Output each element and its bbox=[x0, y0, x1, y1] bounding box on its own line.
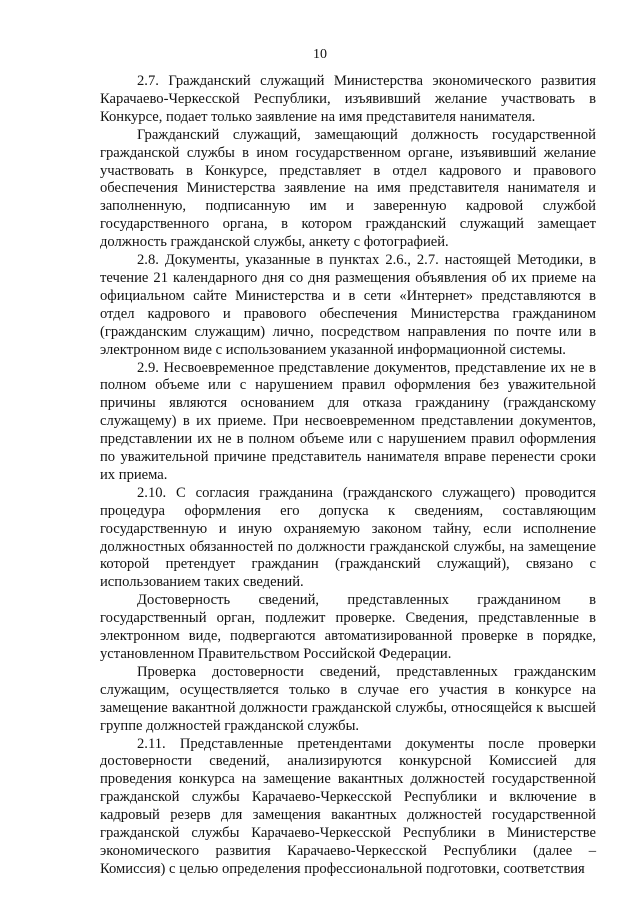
paragraph-2-11: 2.11. Представленные претендентами документы после проверки достоверности сведений, анализируются конкурсной Комиссией для проведения конкурса на замещение вакантных должностей государственной гражданской службы Карачаево-Черкесской Республики и включение в кадровый резерв для замещения вакантных должностей государственной гражданской службы Карачаево-Черкесской Республики в Министерстве экономического развития Карачаево-Черкесской Республики (далее – Комиссия) с целью определения профессиональной подготовки, соответствия bbox=[100, 735, 596, 877]
paragraph-2-7: 2.7. Гражданский служащий Министерства экономического развития Карачаево-Черкесской Республики, изъявивший желание участвовать в Конкурсе, подает только заявление на имя представителя нанимателя. bbox=[100, 73, 596, 125]
paragraph-2-9: 2.9. Несвоевременное представление документов, представление их не в полном объеме или с нарушением правил оформления без уважительной причины являются основанием для отказа гражданину (гражданскому служащему) в их приеме. При несвоевременном представлении документов, представлении их не в полном объеме или с нарушением правил оформления по уважительной причине представитель нанимателя вправе перенести сроки их приема. bbox=[100, 359, 596, 483]
paragraph-civil-servant-other-body: Гражданский служащий, замещающий должность государственной гражданской службы в ином государственном органе, изъявивший желание участвовать в Конкурсе, представляет в отдел кадрового и правового обеспечения Министерства заявление на имя представителя нанимателя и заполненную, подписанную им и заверенную кадровой службой государственного органа, в котором гражданский служащий замещает должность гражданской службы, анкету с фотографией. bbox=[100, 126, 596, 251]
paragraph-2-10: 2.10. С согласия гражданина (гражданского служащего) проводится процедура оформления его допуска к сведениям, составляющим государственную и иную охраняемую законом тайну, если исполнение должностных обязанностей по должности гражданской службы, на замещение которой претендует гражданин (гражданский служащий), связано с использованием таких сведений. bbox=[100, 484, 596, 591]
paragraph-authenticity-check: Достоверность сведений, представленных гражданином в государственный орган, подлежит проверке. Сведения, представленные в электронном виде, подвергаются автоматизированной проверке в порядке, установленном Правительством Российской Федерации. bbox=[100, 592, 596, 662]
page-number: 10 bbox=[313, 47, 327, 62]
paragraph-verification-scope: Проверка достоверности сведений, представленных гражданским служащим, осуществляется только в случае его участия в конкурсе на замещение вакантной должности гражданской службы, относящейся к высшей группе должностей гражданской службы. bbox=[100, 663, 596, 734]
document-body bbox=[100, 73, 596, 879]
paragraph-2-8: 2.8. Документы, указанные в пунктах 2.6., 2.7. настоящей Методики, в течение 21 календарного дня со дня размещения объявления об их приеме на официальном сайте Министерства и в сети «Интернет» представляются в отдел кадрового и правового обеспечения Министерства гражданином (гражданским служащим) лично, посредством направления по почте или в электронном виде с использованием указанной информационной системы. bbox=[100, 252, 596, 358]
